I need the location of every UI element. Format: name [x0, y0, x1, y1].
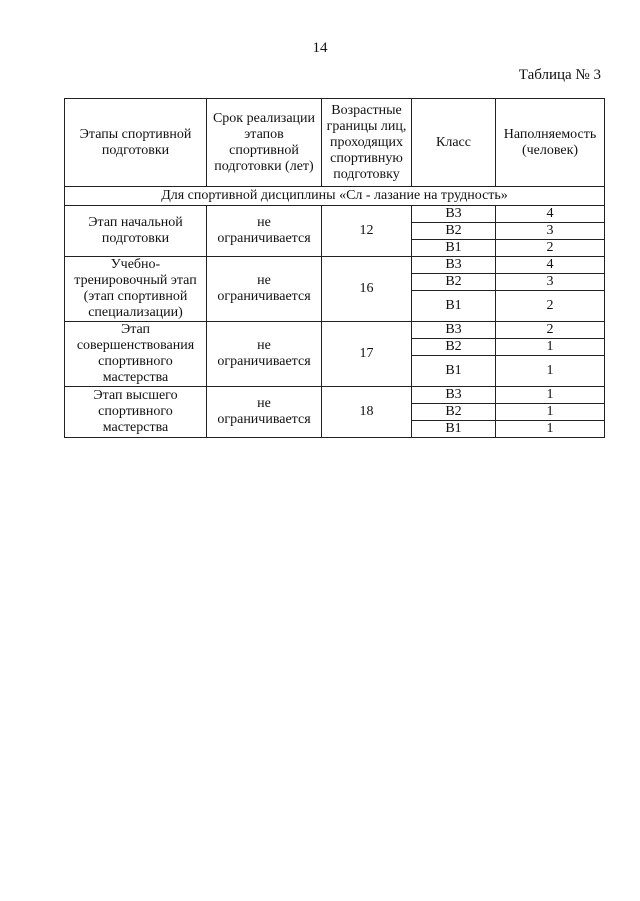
table-row: [65, 387, 605, 404]
stage-cell: Учебно-тренировочный этап (этап спортивной специализации): [65, 257, 207, 322]
table-label: Таблица № 3: [518, 67, 601, 83]
stage-cell: Этап совершенствования спортивного мастерства: [65, 322, 207, 387]
class-cell: B2: [412, 274, 496, 291]
table-row: [65, 322, 605, 339]
header-fill: Наполняемость (человек): [496, 99, 605, 187]
sports-training-table: [64, 98, 605, 438]
fill-cell: 4: [496, 257, 605, 274]
fill-cell: 1: [496, 404, 605, 421]
age-cell: 18: [322, 387, 412, 438]
class-cell: B3: [412, 387, 496, 404]
duration-cell: не ограничивается: [207, 322, 322, 387]
class-cell: B3: [412, 322, 496, 339]
fill-cell: 1: [496, 421, 605, 438]
duration-cell: не ограничивается: [207, 257, 322, 322]
discipline-row: [65, 187, 605, 206]
age-cell: 12: [322, 206, 412, 257]
discipline-label: Для спортивной дисциплины «Сл - лазание на трудность»: [65, 187, 605, 206]
header-class: Класс: [412, 99, 496, 187]
fill-cell: 1: [496, 356, 605, 387]
header-stage: Этапы спортивной подготовки: [65, 99, 207, 187]
class-cell: B1: [412, 421, 496, 438]
table-row: [65, 206, 605, 223]
fill-cell: 2: [496, 240, 605, 257]
fill-cell: 2: [496, 322, 605, 339]
fill-cell: 2: [496, 291, 605, 322]
table-row: [65, 257, 605, 274]
class-cell: B1: [412, 240, 496, 257]
class-cell: B3: [412, 206, 496, 223]
duration-cell: не ограничивается: [207, 206, 322, 257]
stage-cell: Этап начальной подготовки: [65, 206, 207, 257]
header-age: Возрастные границы лиц, проходящих спортивную подготовку: [322, 99, 412, 187]
fill-cell: 3: [496, 274, 605, 291]
class-cell: B1: [412, 291, 496, 322]
fill-cell: 1: [496, 339, 605, 356]
class-cell: B2: [412, 223, 496, 240]
age-cell: 16: [322, 257, 412, 322]
header-duration: Срок реализации этапов спортивной подготовки (лет): [207, 99, 322, 187]
stage-cell: Этап высшего спортивного мастерства: [65, 387, 207, 438]
age-cell: 17: [322, 322, 412, 387]
class-cell: B2: [412, 339, 496, 356]
class-cell: B1: [412, 356, 496, 387]
fill-cell: 1: [496, 387, 605, 404]
header-row: [65, 99, 605, 187]
class-cell: B3: [412, 257, 496, 274]
page-number: 14: [312, 40, 328, 56]
class-cell: B2: [412, 404, 496, 421]
fill-cell: 4: [496, 206, 605, 223]
duration-cell: не ограничивается: [207, 387, 322, 438]
fill-cell: 3: [496, 223, 605, 240]
